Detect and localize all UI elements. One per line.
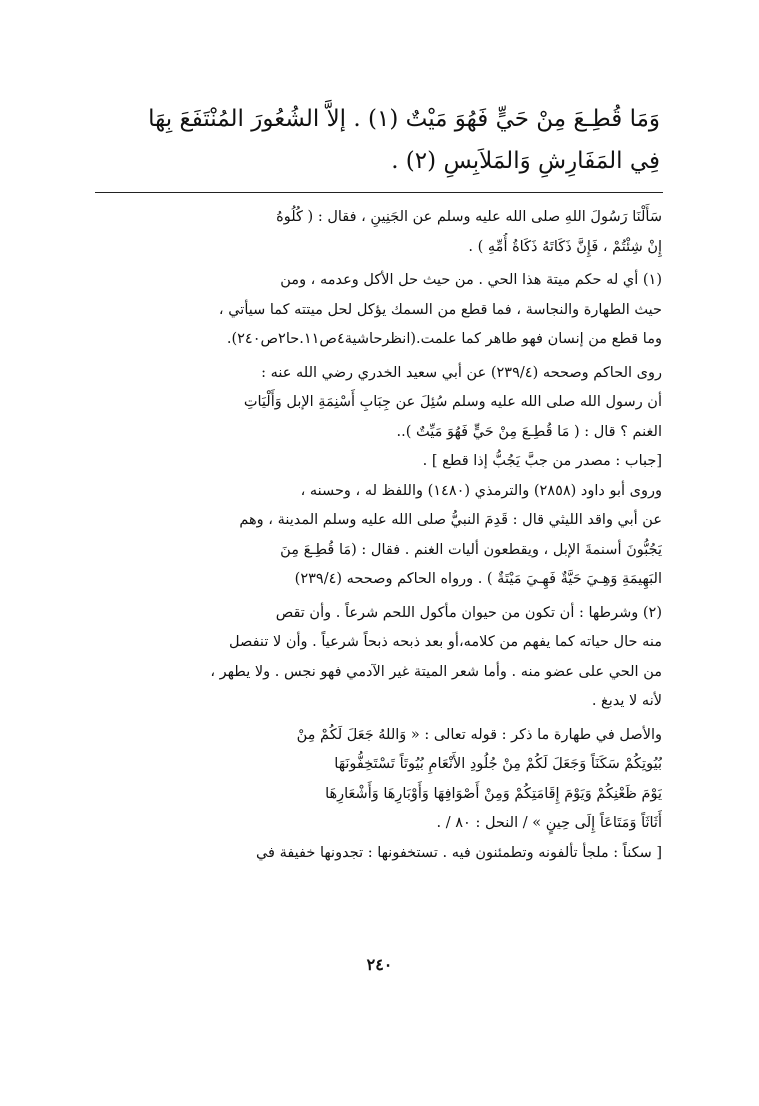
footnote-line: (٢) وشرطها : أن تكون من حيوان مأكول اللحم شرعاً . وأن تقص bbox=[275, 604, 662, 621]
footnote-line: حيث الطهارة والنجاسة ، فما قطع من السمك يؤكل لحل ميتته كما سيأتي ، bbox=[218, 301, 662, 318]
footnote-line: منه حال حياته كما يفهم من كلامه،أو بعد ذبحه ذبحاً شرعياً . وأن لا تنفصل bbox=[229, 634, 662, 650]
main-text bbox=[100, 98, 660, 182]
page-number: ٢٤٠ bbox=[366, 955, 393, 974]
footnote-line: روى الحاكم وصححه (٢٣٩/٤) عن أبي سعيد الخدري رضي الله عنه : bbox=[261, 364, 662, 381]
footnote-line: عن أبي واقد الليثي قال : قَدِمَ النبيُّ صلى الله عليه وسلم المدينة ، وهم bbox=[239, 512, 662, 528]
footnote-line: (١) أي له حكم ميتة هذا الحي . من حيث حل الأكل وعدمه ، ومن bbox=[280, 272, 662, 288]
footnote-line: [ سكناً : ملجأ تألفونه وتطمئنون فيه . تستخفونها : تجدونها خفيفة في bbox=[255, 844, 662, 861]
footnote-line: الغنم ؟ قال : ( مَا قُطِـعَ مِنْ حَيٍّ فَهُوَ مَيِّتٌ ).. bbox=[396, 423, 662, 440]
main-text-line: وَمَا قُطِـعَ مِنْ حَيٍّ فَهُوَ مَيْتٌ (١) . إلاَّ الشُعُورَ المُنْتَفَعَ بِهَا bbox=[148, 106, 660, 132]
footnote-line: بُيُوتِكُمْ سَكَنَاً وَجَعَلَ لَكُمْ مِنْ جُلُودِ الأَنْعَامِ بُيُوتَاً تَسْتَخِفُّونَهَا bbox=[334, 756, 662, 772]
footnote-line: لأنه لا يدبغ . bbox=[591, 693, 662, 709]
footnote-line: والأصل في طهارة ما ذكر : قوله تعالى : « وَاللهُ جَعَلَ لَكُمْ مِنْ bbox=[296, 726, 662, 743]
footnote-line: وما قطع من إنسان فهو طاهر كما علمت.(انظرحاشية٤ص١١.حا٢ص٢٤٠). bbox=[226, 331, 662, 347]
footnote-line: من الحي على عضو منه . وأما شعر الميتة غير الآدمي فهو نجس . ولا يطهر ، bbox=[210, 663, 662, 680]
footnote-divider bbox=[95, 192, 663, 193]
footnote-line: سَأَلْنَا رَسُولَ اللهِ صلى الله عليه وسلم عن الجَنِينِ ، فقال : ( كُلُوهُ bbox=[276, 209, 662, 225]
footnote-line: يَوْمَ ظَعْنِكُمْ وَيَوْمَ إِقَامَتِكُمْ وَمِنْ أَصْوَافِهَا وَأَوْبَارِهَا وَأَشْعَارِهَا bbox=[325, 785, 662, 802]
footnote-line: إِنْ شِئْتُمْ ، فَإِنَّ ذَكَاتَهُ ذَكَاةُ أُمِّهِ ) . bbox=[468, 238, 662, 255]
footnote-line: أَثَاثَاً وَمَتَاعَاً إِلَى حِينٍ » / النحل : ٨٠ / . bbox=[436, 815, 662, 831]
main-text-line: فِي المَفَارِشِ وَالمَلاَبِسِ (٢) . bbox=[391, 148, 660, 174]
footnote-line: [جباب : مصدر من جبَّ يَجُبُّ إذا قطع ] . bbox=[422, 453, 662, 469]
footnote-line: البَهِيمَةِ وَهِـيَ حَيَّةٌ فَهِـيَ مَيْتَةٌ ) . ورواه الحاكم وصححه (٢٣٩/٤) bbox=[294, 571, 662, 587]
footnote-line: وروى أبو داود (٢٨٥٨) والترمذي (١٤٨٠) واللفظ له ، وحسنه ، bbox=[300, 482, 662, 499]
footnotes bbox=[96, 203, 662, 868]
footnote-line: أن رسول الله صلى الله عليه وسلم سُئِلَ عن جِبَابِ أَسْنِمَةِ الإبل وَأَلْيَاتِ bbox=[243, 394, 662, 410]
footnote-line: يَجُبُّونَ أسنمةَ الإبل ، ويقطعون أليات الغنم . فقال : (مَا قُطِـعَ مِنَ bbox=[280, 541, 662, 558]
